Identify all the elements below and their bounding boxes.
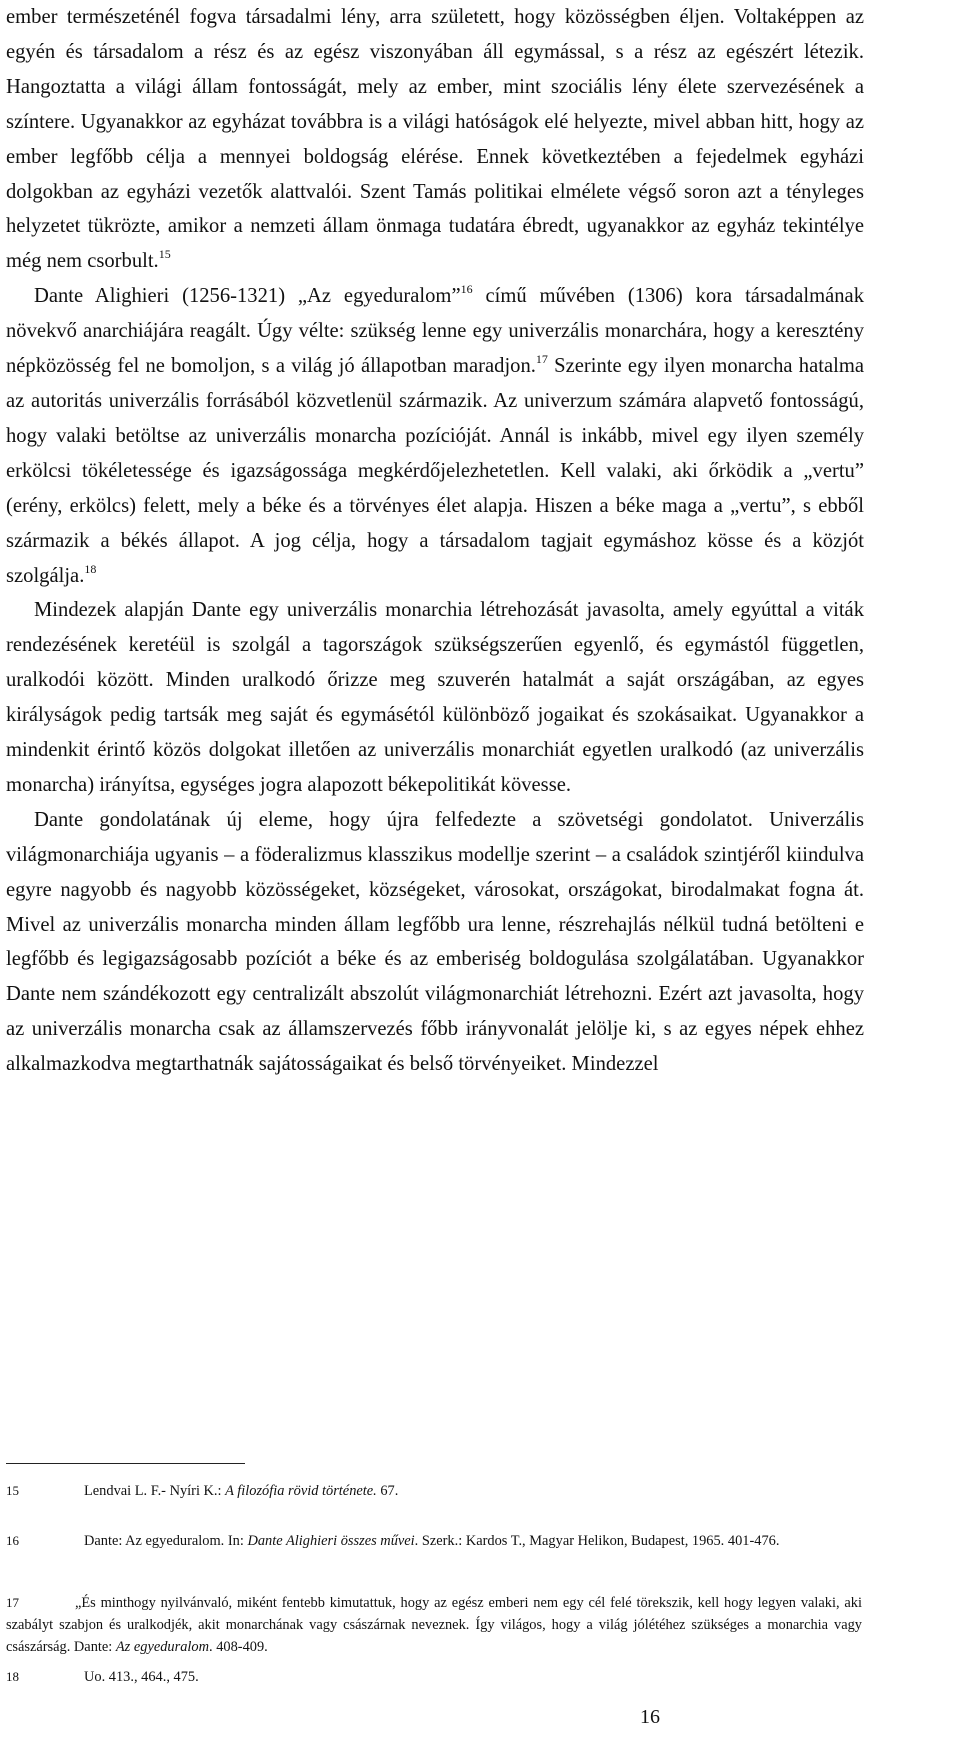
paragraph bbox=[6, 593, 864, 802]
footnote-ref-17[interactable]: 17 bbox=[535, 352, 548, 367]
footnote-18 bbox=[6, 1666, 862, 1688]
paragraph bbox=[6, 0, 864, 279]
paragraph bbox=[6, 279, 864, 593]
footnote-number: 18 bbox=[6, 1669, 19, 1684]
footnote-ref-18[interactable]: 18 bbox=[84, 561, 97, 576]
footnote-text: „És minthogy nyilvánvaló, miként fentebb kimutattuk, hogy az egész emberi nem egy cél felé törekszik, kell hogy legyen valaki, aki szabályt szabjon és uralkodjék, akit monarchának vagy császárnak neveznek. Így világos, hogy a világ jólétéhez szükséges a monarchia vagy császárság. Dante: bbox=[6, 1595, 862, 1655]
footnote-text: Lendvai L. F.- Nyíri K.: bbox=[84, 1483, 226, 1499]
footnote-15 bbox=[6, 1480, 862, 1502]
page-number: 16 bbox=[640, 1706, 660, 1728]
footnote-number: 16 bbox=[6, 1533, 19, 1548]
footnote-title: Dante Alighieri összes művei bbox=[247, 1533, 415, 1549]
paragraph-text: című művében (1306) kora társadalmának növekvő anarchiájára reagált. Úgy vélte: szükség lenne egy univerzális monarchára, hogy a keresztény népközösség fel ne bomoljon, s a világ jó állapotban maradjon. bbox=[6, 285, 864, 378]
paragraph-text: Dante Alighieri (1256-1321) „Az egyeduralom” bbox=[34, 285, 461, 308]
footnote-separator bbox=[6, 1463, 245, 1464]
paragraph-text: ember természeténél fogva társadalmi lény, arra született, hogy közösségben éljen. Voltaképpen az egyén és társadalom a rész és az egész viszonyában áll egymással, s a rész az egészért létezik. Hangoztatta a világi állam fontosságát, mely az ember, mint szociális lény élete szervezésének a színtere. Ugyanakkor az egyházat továbbra is a világi hatóságok elé helyezte, mivel abban hitt, hogy az ember legfőbb célja a mennyei boldogság elérése. Ennek következtében a fejedelmek egyházi dolgokban az egyházi vezetők alattvalói. Szent Tamás politikai elmélete végső soron azt a tényleges helyzetet tükrözte, amikor a nemzeti állam önmaga tudatára ébredt, ugyanakkor az egyház tekintélye még nem csorbult. bbox=[6, 6, 864, 273]
paragraph-text: Szerinte egy ilyen monarcha hatalma az autoritás univerzális forrásából közvetlenül származik. Az univerzum számára alapvető fontosságú, hogy valaki betöltse az univerzális monarcha pozícióját. Annál is inkább, mivel egy ilyen személy erkölcsi tökéletessége és igazságossága megkérdőjelezhetetlen. Kell valaki, aki őrködik a „vertu” (erény, erkölcs) felett, mely a béke és a törvényes élet alapja. Hiszen a béke maga a „vertu”, s ebből származik a békés állapot. A jog célja, hogy a társadalom tagjait egymáshoz kösse és a közjót szolgálja. bbox=[6, 355, 864, 587]
footnote-text: 67. bbox=[376, 1483, 399, 1499]
footnote-text: Dante: Az egyeduralom. In: bbox=[84, 1533, 248, 1549]
footnote-title: Az egyeduralom bbox=[115, 1639, 210, 1655]
footnote-ref-15[interactable]: 15 bbox=[158, 247, 171, 262]
footnote-text: . Szerk.: Kardos T., Magyar Helikon, Budapest, 1965. 401-476. bbox=[414, 1533, 780, 1549]
footnote-text: Uo. 413., 464., 475. bbox=[84, 1669, 199, 1685]
paragraph bbox=[6, 803, 864, 1082]
footnote-16 bbox=[6, 1530, 862, 1552]
footnote-17 bbox=[6, 1592, 862, 1658]
paragraph-text: Dante gondolatának új eleme, hogy újra felfedezte a szövetségi gondolatot. Univerzális világmonarchiája ugyanis – a föderalizmus klasszikus modellje szerint – a családok szintjéről kiindulva egyre nagyobb és nagyobb közösségeket, községeket, városokat, országokat, birodalmakat fogna át. Mivel az univerzális monarcha minden állam legfőbb ura lenne, részrehajlás nélkül tudná betölteni e legfőbb és legigazságosabb pozíciót a béke és az emberiség boldogulása szolgálatában. Ugyanakkor Dante nem szándékozott egy centralizált abszolút világmonarchiát létrehozni. Ezért azt javasolta, hogy az univerzális monarcha csak az államszervezés főbb irányvonalát jelölje ki, s az egyes népek ehhez alkalmazkodva megtarthatnák sajátosságaikat és belső törvényeiket. Mindezzel bbox=[6, 808, 864, 1076]
body-text bbox=[6, 0, 864, 1082]
footnote-number: 17 bbox=[6, 1595, 19, 1610]
paragraph-text: Mindezek alapján Dante egy univerzális monarchia létrehozását javasolta, amely egyúttal a viták rendezésének keretéül is szolgál a tagországok szükségszerűen egyenlő, és egymástól független, uralkodói között. Minden uralkodó őrizze meg szuverén hatalmát a saját országában, az egyes királyságok pedig tartsák meg saját és egymásétól különböző jogaikat és szokásaikat. Ugyanakkor a mindenkit érintő közös dolgokat illetően az univerzális monarchiát egyetlen uralkodó (az univerzális monarcha) irányítsa, egységes jogra alapozott békepolitikát kövesse. bbox=[6, 599, 864, 796]
footnote-title: A filozófia rövid története. bbox=[225, 1483, 377, 1499]
footnote-ref-16[interactable]: 16 bbox=[460, 282, 473, 297]
footnote-number: 15 bbox=[6, 1483, 19, 1498]
footnote-text: . 408-409. bbox=[209, 1639, 268, 1655]
